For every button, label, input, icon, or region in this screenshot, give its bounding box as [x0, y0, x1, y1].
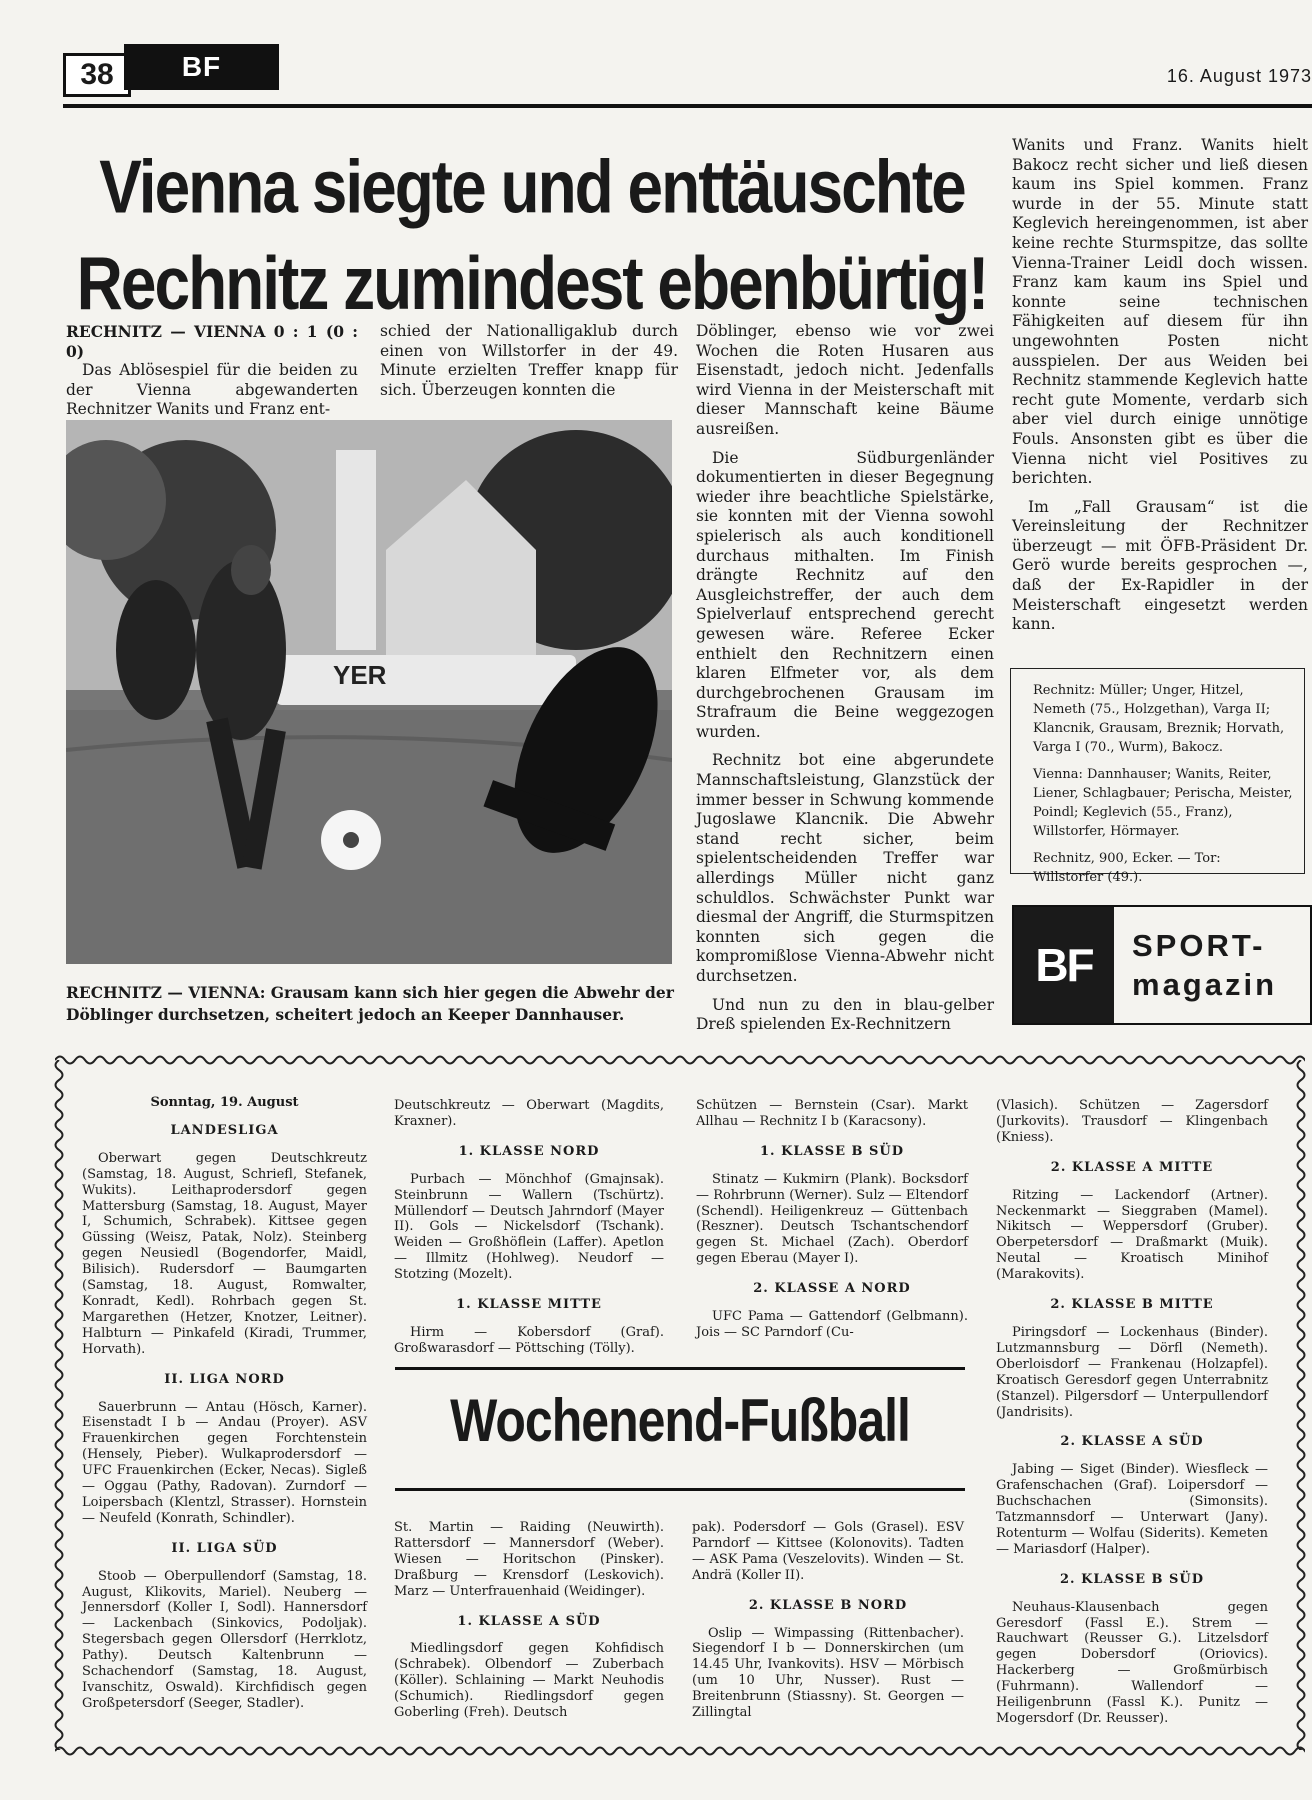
fixture-text: (Vlasich). Schützen — Zagersdorf (Jurkovits). Trausdorf — Klingenbach (Kniess).	[996, 1098, 1268, 1145]
fixture-text: pak). Podersdorf — Gols (Grasel). ESV Parndorf — Kittsee (Kolonovits). Tadten — ASK Pama (Veszelovits). Winden — St. Andrä (Koller II).	[692, 1520, 964, 1583]
league-heading: 2. KLASSE B SÜD	[1059, 1571, 1205, 1587]
league-heading: 1. KLASSE MITTE	[456, 1297, 602, 1313]
fixture-text: Miedlingsdorf gegen Kohfidisch (Schrabek). Olbendorf — Zuberbach (Köller). Schlaining — Markt Neuhodis (Schumich). Riedlingsdorf gegen Goberling (Freh). Deutsch	[394, 1641, 664, 1721]
fixture-text: Oberwart gegen Deutschkreutz (Samstag, 18. August, Schriefl, Stefanek, Wukits). Leithaprodersdorf gegen Mattersburg (Samstag, 18. August, Mayer I, Schumich, Schrabek). Kittsee gegen Güssing (Weisz, Patak, Nolz). Steinberg gegen Neusiedl (Bogendorfer, Maidl, Bilisich). Rudersdorf — Baumgarten (Samstag, 18. August, Romwalter, Konradt, Kedl). Rohrbach gegen St. Margarethen (Hetzer, Knotzer, Leitner). Halbturn — Pinkafeld (Kiradi, Trummer, Horvath).	[82, 1150, 367, 1357]
fixtures-column-2-bottom	[394, 1520, 664, 1727]
sport-magazin-line-2: magazin	[1132, 967, 1278, 1002]
fixture-text: Oslip — Wimpassing (Rittenbacher). Siegendorf I b — Donnerskirchen (um 14.45 Uhr, Ivankovits). HSV — Mörbisch (um 10 Uhr, Nusser). Rust — Breitenbrunn (Stiassny). St. Georgen — Zillingtal	[692, 1625, 964, 1721]
article-paragraph: Die Südburgenländer dokumentierten in dieser Begegnung wieder ihre beachtliche Spielstärke, sie konnten mit der Vienna sowohl spielerisch als auch konditionell durchaus mithalten. Im Finish drängte Rechnitz auf den Ausgleichstreffer, der auch dem Spielverlauf entsprechend gerecht gewesen wäre. Referee Ecker enthielt den Rechnitzern einen klaren Elfmeter vor, als dem durchgebrochenen Grausam im Strafraum die Beine weggezogen wurden.	[696, 448, 994, 741]
fixture-text: Purbach — Mönchhof (Gmajnsak). Steinbrunn — Wallern (Tschürtz). Müllendorf — Deutsch Jahrndorf (Mayer II). Gols — Nickelsdorf (Tschank). Weiden — Großhöflein (Laffer). Apetlon — Illmitz (Hohlweg). Neudorf — Stotzing (Mozelt).	[394, 1171, 664, 1283]
league-heading: 1. KLASSE B SÜD	[759, 1143, 905, 1159]
article-column-2	[380, 322, 678, 409]
fixture-text: St. Martin — Raiding (Neuwirth). Rattersdorf — Mannersdorf (Weber). Wiesen — Horitschon (Pinsker). Draßburg — Krensdorf (Leskovich). Marz — Unterfrauenhaid (Weidinger).	[394, 1520, 664, 1599]
sport-magazin-title	[1114, 907, 1310, 1023]
fixture-text: Piringsdorf — Lockenhaus (Binder). Lutzmannsburg — Dörfl (Nemeth). Oberloisdorf — Frankenau (Holzapfel). Kroatisch Geresdorf gegen Unterrabnitz (Stanzel). Pilgersdorf — Unterpullendorf (Jandrisits).	[996, 1324, 1268, 1420]
issue-date: 16. August 1973	[1166, 66, 1312, 86]
article-paragraph: schied der Nationalligaklub durch einen von Willstorfer in der 49. Minute erzielten Treffer knapp für sich. Überzeugen konnten die	[380, 322, 678, 399]
article-paragraph: Und nun zu den in blau-gelber Dreß spielenden Ex-Rechnitzern	[696, 995, 994, 1034]
league-heading: 2. KLASSE A NORD	[753, 1281, 911, 1297]
fixture-text: Stinatz — Kukmirn (Plank). Bocksdorf — Rohrbrunn (Werner). Sulz — Eltendorf (Schendl). Heiligenkreuz — Güttenbach (Reszner). Deutsch Tschantschendorf gegen St. Michael (Zach). Oberdorf gegen Eberau (Mayer I).	[696, 1171, 968, 1267]
league-heading: LANDESLIGA	[170, 1122, 279, 1138]
publication-logo: BF	[124, 44, 279, 90]
fixture-text: Ritzing — Lackendorf (Artner). Neckenmarkt — Sieggraben (Mamel). Nikitsch — Weppersdorf (Gruber). Oberpetersdorf — Draßmarkt (Muik). Neutal — Kroatisch Minihof (Marakovits).	[996, 1187, 1268, 1283]
lineup-box	[1010, 668, 1305, 885]
match-summary: Rechnitz, 900, Ecker. — Tor: Willstorfer (49.).	[1033, 851, 1221, 885]
fixtures-column-3-bottom	[692, 1520, 964, 1727]
fixtures-title: Wochenend-Fußball	[450, 1387, 910, 1455]
article-paragraph: Wanits und Franz. Wanits hielt Bakocz recht sicher und ließ diesen kaum ins Spiel kommen. Franz wurde in der 55. Minute statt Keglevich hereingenommen, ist aber keine rechte Sturmspitze, das sollte Vienna-Trainer Leidl doch wissen. Franz kam kaum ins Spiel und konnte seine technischen Fähigkeiten auf diesem für ihn ungewohnten Posten nicht ausspielen. Der aus Weiden bei Rechnitz stammende Keglevich hatte recht gute Momente, verdarb sich aber viel durch einige unnötige Fouls. Ansonsten gibt es über die Vienna nicht viel Positives zu berichten.	[1012, 136, 1308, 488]
article-column-1	[66, 322, 358, 429]
fixtures-column-3-top	[696, 1098, 968, 1347]
article-paragraph: Das Ablösespiel für die beiden zu der Vienna abgewanderten Rechnitzer Wanits und Franz ent-	[66, 361, 358, 419]
wavy-border-left	[52, 1060, 66, 1750]
fixtures-column-1	[82, 1095, 367, 1718]
wavy-border-bottom	[55, 1744, 1305, 1758]
fixtures-date: Sonntag, 19. August	[150, 1095, 299, 1110]
article-column-3	[696, 322, 994, 1044]
fixture-text: Deutschkreutz — Oberwart (Magdits, Kraxner).	[394, 1098, 664, 1129]
fixture-text: Schützen — Bernstein (Csar). Markt Allhau — Rechnitz I b (Karacsony).	[696, 1098, 968, 1129]
league-heading: 1. KLASSE NORD	[458, 1143, 600, 1159]
lineup-rechnitz: Rechnitz: Müller; Unger, Hitzel, Nemeth (75., Holzgethan), Varga II; Klancnik, Grausam, Breznik; Horvath, Varga I (70., Wurm), Bakocz.	[1033, 683, 1285, 755]
fixture-text: Neuhaus-Klausenbach gegen Geresdorf (Fassl E.). Strem — Rauchwart (Reusser G.). Litzelsdorf gegen Dobersdorf (Oriovics). Hackerberg — Großmürbisch (Fuhrmann). Wallendorf — Heiligenbrunn (Fassl K.). Punitz — Mogersdorf (Dr. Reusser).	[996, 1599, 1268, 1726]
sport-magazin-line-1: SPORT-	[1132, 928, 1266, 963]
fixtures-column-4	[996, 1098, 1268, 1733]
league-heading: 2. KLASSE B MITTE	[1050, 1297, 1214, 1313]
wavy-border-top	[55, 1053, 1305, 1067]
title-rule-top	[395, 1367, 965, 1370]
lineup-vienna: Vienna: Dannhauser; Wanits, Reiter, Liener, Schlagbauer; Perischa, Meister, Poindl; Keglevich (55., Franz), Willstorfer, Hörmayer.	[1033, 767, 1293, 839]
match-photo-illustration	[66, 420, 672, 964]
fixtures-column-2-top	[394, 1098, 664, 1363]
league-heading: 1. KLASSE A SÜD	[457, 1613, 601, 1629]
league-heading: 2. KLASSE A MITTE	[1050, 1159, 1214, 1175]
article-column-4	[1012, 136, 1308, 644]
article-paragraph: Im „Fall Grausam“ ist die Vereinsleitung der Rechnitzer überzeugt — mit ÖFB-Präsident Dr. Gerö wurde bereits gesprochen —, daß der Ex-Rapidler in der Meisterschaft eingesetzt werden kann.	[1012, 497, 1308, 634]
photo-caption: RECHNITZ — VIENNA: Grausam kann sich hier gegen die Abwehr der Döblinger durchsetzen, scheitert jedoch an Keeper Dannhauser.	[66, 983, 674, 1024]
article-paragraph: Döblinger, ebenso wie vor zwei Wochen die Roten Husaren aus Eisenstadt, jedoch nicht. Jedenfalls wird Vienna in der Meisterschaft mit dieser Mannschaft keine Bäume ausreißen.	[696, 322, 994, 438]
fixture-text: Stoob — Oberpullendorf (Samstag, 18. August, Klikovits, Mariel). Neuberg — Jennersdorf (Koller I, Sodl). Hannersdorf — Lackenbach (Sinkovics, Podoljak). Stegersbach gegen Ollersdorf (Herrklotz, Pathy). Deutsch Kaltenbrunn — Schachendorf (Samstag, 18. August, Ivanschitz, Oswald). Kirchfidisch gegen Großpetersdorf (Seeger, Stadler).	[82, 1568, 367, 1711]
photo-banner-text: YER	[333, 660, 387, 690]
league-heading: 2. KLASSE B NORD	[748, 1597, 908, 1613]
header-rule	[63, 104, 1312, 108]
fixture-text: Jabing — Siget (Binder). Wiesfleck — Grafenschachen (Graf). Loipersdorf — Buchschachen (Simonsits). Tatzmannsdorf — Unterwart (Jany). Rotenturm — Wolfau (Siderits). Kemeten — Mariasdorf (Halper).	[996, 1462, 1268, 1557]
headline-line-1: Vienna siegte und enttäuschte	[99, 143, 965, 229]
title-rule-bottom	[395, 1488, 965, 1491]
headline-line-2: Rechnitz zumindest ebenbürtig!	[76, 240, 988, 326]
league-heading: 2. KLASSE A SÜD	[1060, 1434, 1204, 1450]
fixture-text: UFC Pama — Gattendorf (Gelbmann). Jois — SC Parndorf (Cu-	[696, 1309, 968, 1340]
headline	[62, 138, 1002, 332]
article-paragraph: Rechnitz bot eine abgerundete Mannschaftsleistung, Glanzstück der immer besser in Schwung kommende Jugoslawe Klancnik. Die Abwehr stand recht sicher, beim spielentscheidenden Treffer war allerdings Müller nicht ganz schuldlos. Schwächster Punkt war diesmal der Angriff, die Sturmspitzen konnten sich gegen die kompromißlose Vienna-Abwehr nicht durchsetzen.	[696, 751, 994, 985]
league-heading: II. LIGA NORD	[164, 1371, 285, 1387]
league-heading: II. LIGA SÜD	[171, 1540, 278, 1556]
match-photo	[66, 420, 672, 964]
page-number: 38	[63, 53, 131, 97]
match-result: RECHNITZ — VIENNA 0 : 1 (0 : 0)	[66, 322, 358, 361]
fixture-text: Hirm — Kobersdorf (Graf). Großwarasdorf — Pöttsching (Tölly).	[394, 1324, 664, 1356]
sport-magazin-logo: BF	[1014, 907, 1114, 1023]
wavy-border-right	[1294, 1060, 1308, 1750]
sport-magazin-box	[1012, 905, 1312, 1025]
fixture-text: Sauerbrunn — Antau (Hösch, Karner). Eisenstadt I b — Andau (Proyer). ASV Frauenkirchen gegen Forchtenstein (Hensely, Pieber). Wulkaprodersdorf — UFC Frauenkirchen (Ecker, Necas). Sigleß — Oggau (Pathy, Radovan). Zurndorf — Loipersbach (Klentzl, Strasser). Hornstein — Neufeld (Konrath, Schindler).	[82, 1399, 367, 1526]
